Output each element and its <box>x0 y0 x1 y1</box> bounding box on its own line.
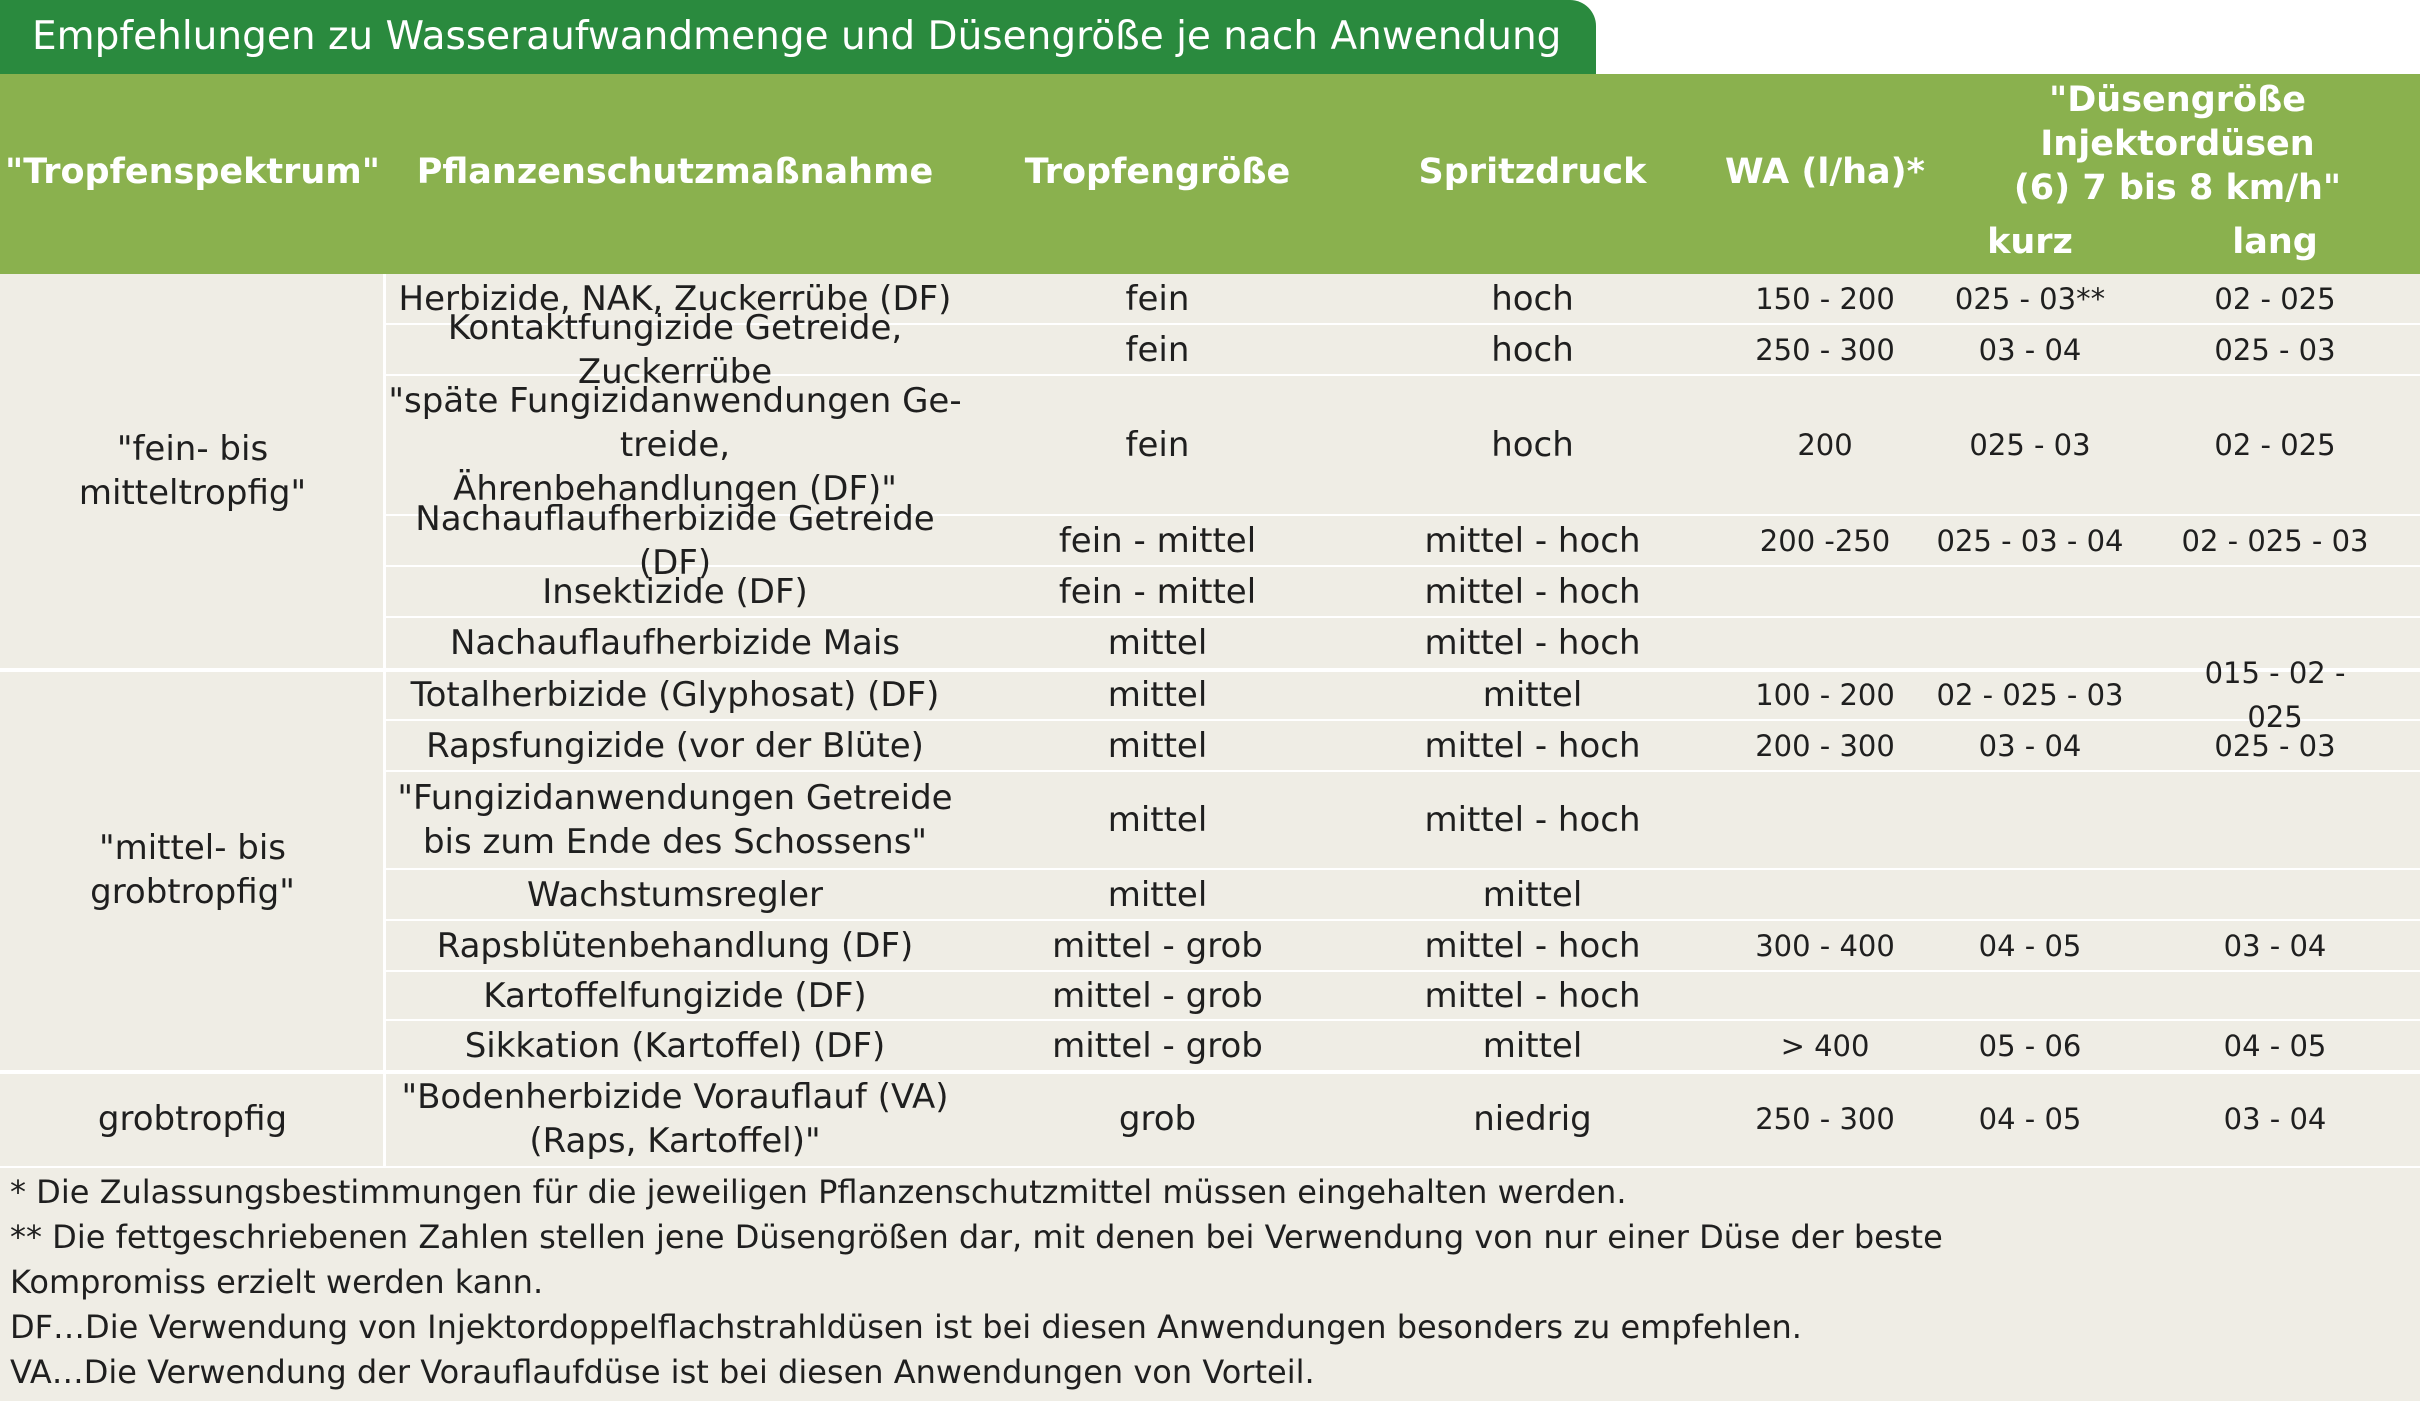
cell-lang-text: 02 - 025 <box>2214 281 2336 316</box>
massnahme-line: Nachauflaufherbizide Mais <box>449 623 901 663</box>
cell-lang-text: 025 - 03 <box>2214 332 2336 367</box>
cell-spritzdruck-text: mittel - hoch <box>1424 623 1641 663</box>
cell-spritzdruck <box>1350 921 1715 970</box>
cell-wa-text: 250 - 300 <box>1755 332 1895 367</box>
cell-spritzdruck-text: mittel <box>1482 1025 1583 1066</box>
cell-lang-text: 015 - 02 - 025 <box>2204 655 2346 734</box>
cell-spritzdruck <box>1350 618 1715 668</box>
massnahme-line: "Fungizidanwendungen Getreide <box>397 778 953 818</box>
cell-tropfengroesse-text: mittel - grob <box>1052 975 1263 1016</box>
cell-wa-text: 200 - 300 <box>1755 728 1895 763</box>
cell-tropfengroesse-text: mittel <box>1107 800 1208 840</box>
cell-kurz <box>1935 618 2125 668</box>
group-label-grob <box>0 1072 385 1168</box>
footnote: DF…Die Verwendung von Injektordoppelflachstrahldüsen ist bei diesen Anwendungen besonders zu empfehlen. <box>10 1308 1802 1346</box>
table-row <box>385 870 2420 921</box>
group-label-line: "mittel- bis <box>98 828 287 868</box>
cell-kurz <box>1935 567 2125 616</box>
cell-kurz-text: 03 - 04 <box>1978 332 2082 367</box>
cell-spritzdruck <box>1350 325 1715 374</box>
table-row <box>385 618 2420 670</box>
cell-spritzdruck-text: niedrig <box>1473 1099 1592 1139</box>
group-label-line: grobtropfig <box>97 1099 288 1139</box>
group-label-mittel <box>0 670 385 1072</box>
table-row <box>385 721 2420 772</box>
cell-wa-text: 150 - 200 <box>1755 281 1895 316</box>
massnahme-line: "späte Fungizidanwendungen Ge- <box>388 381 962 421</box>
cell-tropfengroesse <box>965 567 1350 616</box>
cell-wa-text: 300 - 400 <box>1755 928 1895 963</box>
cell-kurz-text: 04 - 05 <box>1978 1102 2082 1136</box>
cell-massnahme <box>385 618 965 668</box>
cell-tropfengroesse <box>965 325 1350 374</box>
massnahme-line: Kontaktfungizide Getreide, Zuckerrübe <box>447 307 903 392</box>
cell-spritzdruck-text: hoch <box>1491 278 1574 319</box>
massnahme-line: Wachstumsregler <box>526 874 824 915</box>
footnote: Kompromiss erzielt werden kann. <box>10 1263 544 1301</box>
cell-tropfengroesse <box>965 772 1350 868</box>
page-title: Empfehlungen zu Wasseraufwandmenge und Düsengröße je nach Anwendung <box>0 0 1596 74</box>
cell-spritzdruck-text: hoch <box>1491 425 1574 465</box>
cell-kurz-text: 02 - 025 - 03 <box>1936 677 2124 712</box>
cell-spritzdruck-text: mittel <box>1482 874 1583 915</box>
cell-tropfengroesse-text: mittel - grob <box>1052 1025 1263 1066</box>
cell-massnahme <box>385 376 965 514</box>
cell-tropfengroesse-text: fein <box>1125 278 1190 319</box>
cell-wa <box>1715 1021 1935 1070</box>
cell-lang <box>2175 1021 2375 1070</box>
table-row <box>385 307 2420 392</box>
group-label-line: "fein- bis <box>116 429 269 469</box>
massnahme-line: treide, <box>619 425 731 465</box>
header-wa: WA (l/ha)* <box>1725 152 1925 192</box>
cell-lang <box>2175 772 2375 868</box>
cell-tropfengroesse <box>965 1021 1350 1070</box>
table-row <box>385 772 2420 870</box>
header-kurz: kurz <box>1987 222 2073 262</box>
cell-spritzdruck-text: hoch <box>1491 329 1574 370</box>
massnahme-line: Rapsblütenbehandlung (DF) <box>436 925 914 966</box>
cell-wa <box>1715 721 1935 770</box>
massnahme-line: Rapsfungizide (vor der Blüte) <box>426 725 924 766</box>
cell-lang <box>2175 274 2375 323</box>
cell-spritzdruck <box>1350 376 1715 514</box>
cell-spritzdruck-text: mittel - hoch <box>1424 800 1641 840</box>
cell-spritzdruck <box>1350 516 1715 565</box>
cell-kurz-text: 025 - 03 <box>1969 428 2091 462</box>
table-row <box>385 921 2420 972</box>
cell-tropfengroesse <box>965 972 1350 1019</box>
cell-spritzdruck-text: mittel - hoch <box>1424 571 1641 612</box>
cell-wa-text: > 400 <box>1780 1028 1870 1063</box>
cell-spritzdruck <box>1350 870 1715 919</box>
cell-tropfengroesse-text: mittel <box>1107 674 1208 715</box>
cell-wa <box>1715 376 1935 514</box>
cell-kurz <box>1935 325 2125 374</box>
cell-kurz <box>1935 921 2125 970</box>
footnote: VA…Die Verwendung der Vorauflaufdüse ist bei diesen Anwendungen von Vorteil. <box>10 1353 1315 1391</box>
footnote: * Die Zulassungsbestimmungen für die jeweiligen Pflanzenschutzmittel müssen eingehalten werden. <box>10 1173 1627 1211</box>
cell-massnahme <box>385 921 965 970</box>
cell-kurz <box>1935 721 2125 770</box>
table-row <box>385 1021 2420 1072</box>
massnahme-line: Insektizide (DF) <box>542 571 808 612</box>
table-header <box>0 74 2420 274</box>
cell-lang <box>2175 567 2375 616</box>
cell-wa <box>1715 870 1935 919</box>
cell-lang-text: 03 - 04 <box>2223 1102 2327 1136</box>
cell-kurz-text: 05 - 06 <box>1978 1028 2082 1063</box>
cell-lang <box>2175 516 2375 565</box>
cell-spritzdruck <box>1350 274 1715 323</box>
cell-lang <box>2175 655 2375 734</box>
cell-massnahme <box>385 670 965 719</box>
cell-tropfengroesse-text: fein <box>1125 425 1190 465</box>
cell-lang <box>2175 325 2375 374</box>
massnahme-line: bis zum Ende des Schossens" <box>422 822 928 862</box>
cell-massnahme <box>385 1021 965 1070</box>
cell-tropfengroesse-text: grob <box>1118 1099 1197 1139</box>
cell-tropfengroesse <box>965 921 1350 970</box>
table-row <box>385 1072 2420 1168</box>
cell-tropfengroesse <box>965 376 1350 514</box>
cell-wa-text: 200 <box>1797 428 1853 462</box>
header-pflanzenschutzmassnahme: Pflanzenschutzmaßnahme <box>416 152 934 192</box>
cell-spritzdruck <box>1350 972 1715 1019</box>
cell-kurz <box>1935 870 2125 919</box>
cell-lang <box>2175 921 2375 970</box>
cell-wa <box>1715 516 1935 565</box>
cell-massnahme <box>385 772 965 868</box>
cell-spritzdruck-text: mittel - hoch <box>1424 925 1641 966</box>
cell-tropfengroesse-text: fein - mittel <box>1058 571 1257 612</box>
table-row <box>385 972 2420 1021</box>
massnahme-line: "Bodenherbizide Vorauflauf (VA) <box>401 1077 949 1117</box>
massnahme-line: (Raps, Kartoffel)" <box>529 1121 821 1161</box>
cell-tropfengroesse-text: mittel <box>1107 874 1208 915</box>
table-row <box>385 655 2420 734</box>
cell-spritzdruck <box>1350 1072 1715 1166</box>
cell-kurz-text: 025 - 03 - 04 <box>1936 523 2124 558</box>
massnahme-line: Sikkation (Kartoffel) (DF) <box>464 1025 886 1066</box>
table-row <box>385 376 2420 516</box>
cell-kurz <box>1935 1021 2125 1070</box>
cell-wa <box>1715 921 1935 970</box>
cell-wa <box>1715 325 1935 374</box>
header-duesengroesse-line3: (6) 7 bis 8 km/h" <box>2013 168 2342 208</box>
cell-massnahme <box>385 972 965 1019</box>
cell-tropfengroesse <box>965 870 1350 919</box>
title-bar <box>0 0 2420 74</box>
cell-spritzdruck-text: mittel - hoch <box>1424 975 1641 1016</box>
cell-tropfengroesse <box>965 618 1350 668</box>
cell-kurz-text: 04 - 05 <box>1978 928 2082 963</box>
cell-tropfengroesse-text: mittel <box>1107 725 1208 766</box>
cell-lang <box>2175 721 2375 770</box>
footnotes <box>10 1170 2410 1395</box>
massnahme-line: Ährenbehandlungen (DF)" <box>453 469 897 509</box>
cell-tropfengroesse <box>965 670 1350 719</box>
group-label-line: mitteltropfig" <box>78 473 307 513</box>
massnahme-line: Kartoffelfungizide (DF) <box>483 975 867 1016</box>
massnahme-line: Herbizide, NAK, Zuckerrübe (DF) <box>398 278 952 319</box>
header-duesengroesse-line2: Injektordüsen <box>2040 124 2315 164</box>
cell-wa <box>1715 274 1935 323</box>
cell-massnahme <box>385 870 965 919</box>
cell-kurz <box>1935 376 2125 514</box>
cell-kurz <box>1935 1072 2125 1166</box>
cell-lang <box>2175 376 2375 514</box>
cell-wa <box>1715 670 1935 719</box>
cell-kurz <box>1935 972 2125 1019</box>
cell-tropfengroesse-text: fein - mittel <box>1058 520 1257 561</box>
header-lang: lang <box>2232 222 2318 262</box>
cell-wa <box>1715 618 1935 668</box>
table-row <box>385 567 2420 618</box>
cell-lang-text: 02 - 025 - 03 <box>2181 523 2369 558</box>
cell-kurz-text: 03 - 04 <box>1978 728 2082 763</box>
cell-tropfengroesse <box>965 516 1350 565</box>
cell-spritzdruck <box>1350 670 1715 719</box>
cell-kurz <box>1935 772 2125 868</box>
cell-lang <box>2175 870 2375 919</box>
cell-spritzdruck <box>1350 567 1715 616</box>
cell-spritzdruck <box>1350 1021 1715 1070</box>
cell-tropfengroesse-text: mittel - grob <box>1052 925 1263 966</box>
cell-wa <box>1715 1072 1935 1166</box>
cell-tropfengroesse <box>965 721 1350 770</box>
cell-spritzdruck-text: mittel - hoch <box>1424 520 1641 561</box>
cell-massnahme <box>385 1072 965 1166</box>
cell-spritzdruck <box>1350 721 1715 770</box>
cell-kurz-text: 025 - 03** <box>1954 281 2106 316</box>
cell-massnahme <box>385 721 965 770</box>
cell-kurz <box>1935 274 2125 323</box>
cell-wa-text: 200 -250 <box>1759 523 1891 558</box>
cell-lang-text: 04 - 05 <box>2223 1028 2327 1063</box>
group-label-fein <box>0 274 385 670</box>
massnahme-line: Nachauflaufherbizide Getreide (DF) <box>415 498 935 583</box>
cell-kurz <box>1935 516 2125 565</box>
cell-spritzdruck <box>1350 772 1715 868</box>
cell-tropfengroesse-text: mittel <box>1107 623 1208 663</box>
cell-spritzdruck-text: mittel <box>1482 674 1583 715</box>
cell-massnahme <box>385 498 965 583</box>
cell-lang <box>2175 1072 2375 1166</box>
cell-lang-text: 03 - 04 <box>2223 928 2327 963</box>
cell-wa-text: 100 - 200 <box>1755 677 1895 712</box>
cell-wa <box>1715 772 1935 868</box>
table-row <box>385 498 2420 583</box>
cell-wa-text: 250 - 300 <box>1755 1102 1895 1136</box>
cell-spritzdruck-text: mittel - hoch <box>1424 725 1641 766</box>
cell-lang-text: 02 - 025 <box>2214 428 2336 462</box>
cell-wa <box>1715 972 1935 1019</box>
cell-massnahme <box>385 307 965 392</box>
header-tropfenspektrum: "Tropfenspektrum" <box>4 152 381 192</box>
massnahme-line: Totalherbizide (Glyphosat) (DF) <box>410 674 940 715</box>
cell-kurz <box>1935 670 2125 719</box>
group-label-line: grobtropfig" <box>90 872 295 912</box>
cell-wa <box>1715 567 1935 616</box>
cell-massnahme <box>385 567 965 616</box>
cell-lang <box>2175 972 2375 1019</box>
cell-tropfengroesse-text: fein <box>1125 329 1190 370</box>
header-duesengroesse-line1: "Düsengröße <box>2049 80 2306 120</box>
cell-lang-text: 025 - 03 <box>2214 728 2336 763</box>
header-tropfengroesse: Tropfengröße <box>1024 152 1291 192</box>
footnote: ** Die fettgeschriebenen Zahlen stellen jene Düsengrößen dar, mit denen bei Verwendung von nur einer Düse der beste <box>10 1218 1943 1256</box>
header-spritzdruck: Spritzdruck <box>1418 152 1647 192</box>
cell-tropfengroesse <box>965 1072 1350 1166</box>
cell-tropfengroesse <box>965 274 1350 323</box>
